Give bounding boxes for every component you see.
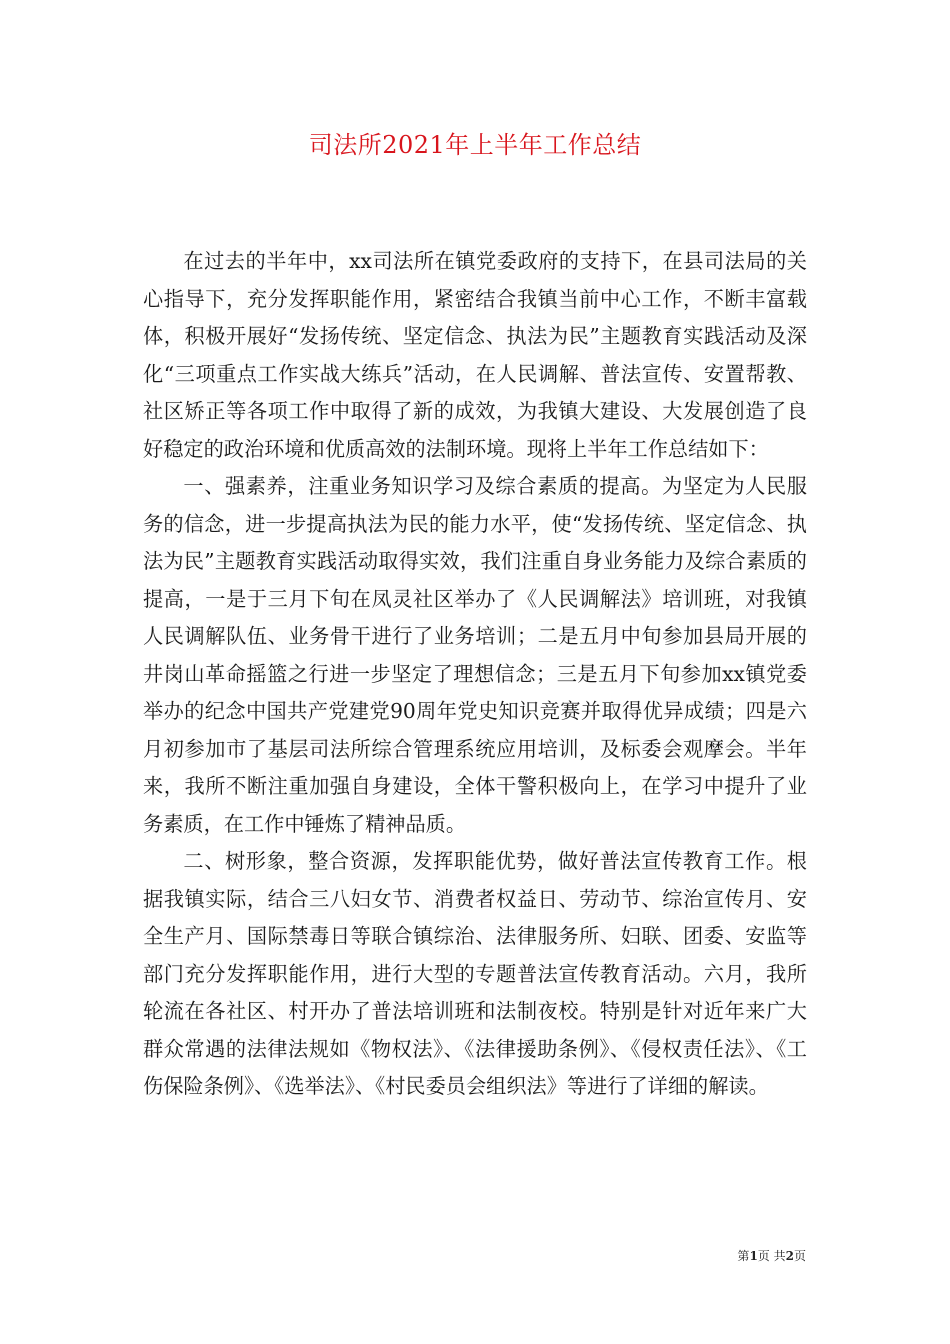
current-page-number: 1 (749, 1249, 758, 1263)
section-two-paragraph: 二、树形象，整合资源，发挥职能优势，做好普法宣传教育工作。根据我镇实际，结合三八妇女节、消费者权益日、劳动节、综治宣传月、安全生产月、国际禁毒日等联合镇综治、法律服务所、妇联、团委、安监等部门充分发挥职能作用，进行大型的专题普法宣传教育活动。六月，我所轮流在各社区、村开办了普法培训班和法制夜校。特别是针对近年来广大群众常遇的法律法规如《物权法》、《法律援助条例》、《侵权责任法》、《工伤保险条例》、《选举法》、《村民委员会组织法》等进行了详细的解读。 (143, 849, 807, 1098)
footer-middle: 页 共 (757, 1249, 786, 1263)
footer-suffix: 页 (793, 1249, 806, 1263)
page-number-footer (737, 1248, 806, 1264)
intro-paragraph: 在过去的半年中，xx司法所在镇党委政府的支持下，在县司法局的关心指导下，充分发挥职能作用，紧密结合我镇当前中心工作，不断丰富载体，积极开展好“发扬传统、坚定信念、执法为民”主题教育实践活动及深化“三项重点工作实战大练兵”活动，在人民调解、普法宣传、安置帮教、社区矫正等各项工作中取得了新的成效，为我镇大建设、大发展创造了良好稳定的政治环境和优质高效的法制环境。现将上半年工作总结如下： (143, 249, 807, 461)
document-body (143, 243, 807, 1106)
document-title: 司法所2021年上半年工作总结 (308, 131, 642, 159)
footer-prefix: 第 (737, 1249, 750, 1263)
total-pages-number: 2 (785, 1249, 794, 1263)
section-one-paragraph: 一、强素养，注重业务知识学习及综合素质的提高。为坚定为人民服务的信念，进一步提高执法为民的能力水平，使“发扬传统、坚定信念、执法为民”主题教育实践活动取得实效，我们注重自身业务能力及综合素质的提高，一是于三月下旬在凤灵社区举办了《人民调解法》培训班，对我镇人民调解队伍、业务骨干进行了业务培训；二是五月中旬参加县局开展的井岗山革命摇篮之行进一步坚定了理想信念；三是五月下旬参加xx镇党委举办的纪念中国共产党建党90周年党史知识竞赛并取得优异成绩；四是六月初参加市了基层司法所综合管理系统应用培训，及标委会观摩会。半年来，我所不断注重加强自身建设，全体干警积极向上，在学习中提升了业务素质，在工作中锤炼了精神品质。 (143, 474, 807, 836)
